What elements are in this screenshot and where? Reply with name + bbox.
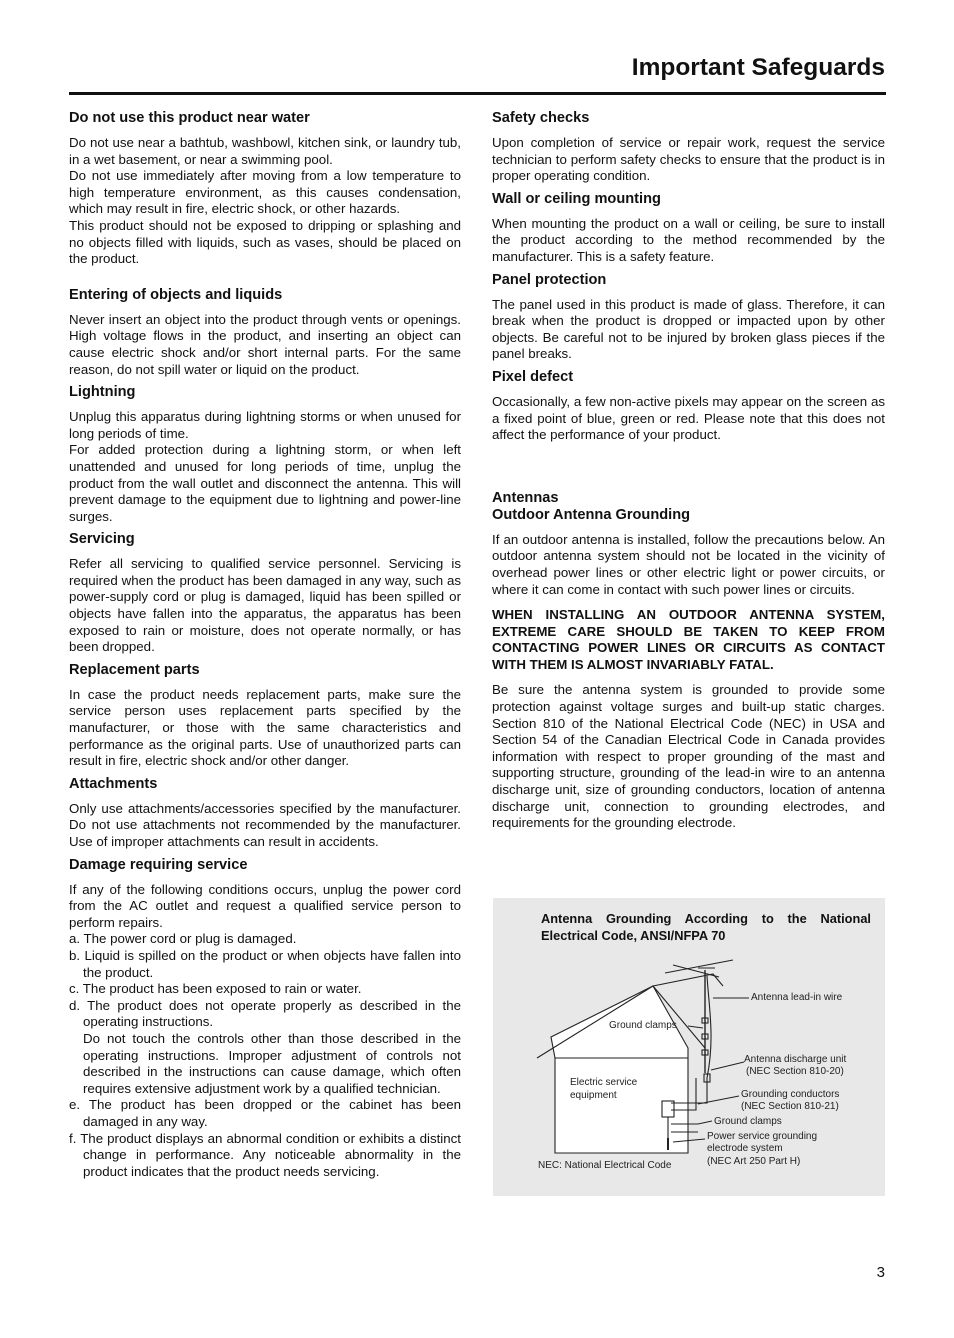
- list-item: [69, 998, 461, 1098]
- section-heading: Damage requiring service: [69, 856, 248, 873]
- paragraph: Do not use immediately after moving from a low temperature to high temperature environment, as this causes condensation, which may result in fire, electric shock, or other hazards.: [69, 168, 461, 217]
- label-ground-clamps-bottom: Ground clamps: [714, 1116, 782, 1127]
- list-item-text: b. Liquid is spilled on the product or when objects have fallen into the product.: [69, 947, 461, 980]
- section-heading: Entering of objects and liquids: [69, 286, 283, 303]
- paragraph: Refer all servicing to qualified service personnel. Servicing is required when the product has been damaged in any way, such as power-supply cord or plug is damaged, liquid has been spilled or objects have fallen into the apparatus, the apparatus has been exposed to rain or moisture, does not operate normally, or has been dropped.: [69, 556, 461, 655]
- section-safety: [492, 110, 885, 185]
- label-nec: NEC: National Electrical Code: [538, 1160, 672, 1171]
- section-heading: Antennas: [492, 489, 559, 506]
- section-heading: Wall or ceiling mounting: [492, 190, 661, 207]
- list-item-text: e. The product has been dropped or the cabinet has been damaged in any way.: [69, 1097, 461, 1129]
- list-item-note: Do not touch the controls other than those described in the operating instructions. Improper adjustment of controls not described in the instructions can cause damage, which often requires extensive adjustment work by a qualified technician.: [83, 1030, 461, 1096]
- paragraph: Be sure the antenna system is grounded to provide some protection against voltage surges and built-up static charges. Section 810 of the National Electrical Code (NEC) in USA and Section 54 of the Canadian Electrical Code in Canada provides information with respect to proper grounding of the mast and supporting structure, grounding of the lead-in wire to an antenna discharge unit, size of grounding conductors, location of antenna discharge unit, connection to grounding electrodes, and requirements for the grounding electrode.: [492, 682, 885, 831]
- paragraph: Never insert an object into the product through vents or openings. High voltage flows in the product, and inserting an object can cause electric shock and/or short internal parts. For the same reason, do not spill water or liquid on the product.: [69, 311, 461, 377]
- label-ground-clamps-top: Ground clamps: [609, 1020, 677, 1031]
- antenna-grounding-diagram: [493, 898, 885, 1196]
- section-heading: Lightning: [69, 384, 136, 401]
- label-electric-service-1: Electric service: [570, 1077, 638, 1088]
- label-power-2: electrode system: [707, 1143, 783, 1154]
- section-heading: Attachments: [69, 775, 158, 792]
- damage-list: [69, 931, 461, 1180]
- section-heading: Safety checks: [492, 110, 590, 126]
- figure-title: Antenna Grounding According to the National Electrical Code, ANSI/NFPA 70: [541, 911, 871, 943]
- list-item-text: a. The power cord or plug is damaged.: [69, 931, 297, 947]
- leader-line: [711, 1062, 744, 1070]
- section-lightning: [69, 384, 461, 525]
- section-pixel: [492, 369, 885, 444]
- page-title: Important Safeguards: [631, 54, 885, 81]
- label-electric-service-2: equipment: [570, 1090, 617, 1101]
- leader-line: [688, 1026, 703, 1028]
- list-item-text: d. The product does not operate properly as described in the operating instructions.: [69, 997, 461, 1030]
- section-attachments: [69, 776, 461, 851]
- list-item: [69, 931, 461, 948]
- section-heading: Replacement parts: [69, 661, 200, 678]
- label-discharge-2: (NEC Section 810-20): [746, 1066, 844, 1077]
- list-item: [69, 948, 461, 981]
- page-number: 3: [876, 1264, 885, 1281]
- paragraph: If an outdoor antenna is installed, follow the precautions below. An outdoor antenna system should not be located in the vicinity of overhead power lines or other electric light or power circuits, or where it can come in contact with such power lines or circuits.: [492, 531, 885, 597]
- section-wall: [492, 191, 885, 266]
- list-item-text: c. The product has been exposed to rain or water.: [69, 981, 362, 997]
- paragraph: If any of the following conditions occurs, unplug the power cord from the AC outlet and request a qualified service person to perform repairs.: [69, 881, 461, 930]
- paragraph: Do not use near a bathtub, washbowl, kitchen sink, or laundry tub, in a wet basement, or near a swimming pool.: [69, 135, 461, 167]
- left-column: [69, 110, 461, 1186]
- label-conductors-1: Grounding conductors: [741, 1089, 840, 1100]
- section-heading: Do not use this product near water: [69, 110, 310, 126]
- section-antennas: [492, 490, 885, 832]
- leader-line: [698, 1121, 712, 1124]
- label-lead-in: Antenna lead-in wire: [751, 992, 843, 1003]
- list-item: [69, 981, 461, 998]
- warning-text: WHEN INSTALLING AN OUTDOOR ANTENNA SYSTEM, EXTREME CARE SHOULD BE TAKEN TO KEEP FROM CONTACTING POWER LINES OR CIRCUITS AS CONTACT WITH THEM IS ALMOST INVARIABLY FATAL.: [492, 607, 885, 672]
- section-subheading: Outdoor Antenna Grounding: [492, 506, 691, 523]
- label-discharge-1: Antenna discharge unit: [744, 1054, 847, 1065]
- section-replacement: [69, 662, 461, 770]
- paragraph: In case the product needs replacement parts, make sure the service person uses replacement parts specified by the manufacturer, or those with the same characteristics and performance as the original parts. Use of unauthorized parts can result in fire, electric shock and/or other danger.: [69, 686, 461, 769]
- paragraph: Upon completion of service or repair work, request the service technician to perform safety checks to ensure that the product is in proper operating condition.: [492, 135, 885, 184]
- section-objects: [69, 287, 461, 378]
- section-heading: Pixel defect: [492, 368, 574, 385]
- label-conductors-2: (NEC Section 810-21): [741, 1101, 839, 1112]
- list-item: [69, 1097, 461, 1130]
- leader-line: [698, 1096, 739, 1104]
- title-rule: [69, 92, 886, 95]
- paragraph: When mounting the product on a wall or ceiling, be sure to install the product according to the method recommended by the manufacturer. This is a safety feature.: [492, 215, 885, 264]
- section-water: [69, 110, 461, 268]
- list-item-text: f. The product displays an abnormal condition or exhibits a distinct change in performance. Any noticeable abnormality in the product indicates that the product needs servicing.: [69, 1130, 461, 1179]
- paragraph: Only use attachments/accessories specified by the manufacturer. Do not use attachments not recommended by the manufacturer. Use of improper attachments can result in accidents.: [69, 800, 461, 849]
- paragraph: For added protection during a lightning storm, or when left unattended and unused for long periods of time, unplug the product from the wall outlet and disconnect the antenna. This will prevent damage to the equipment due to lightning and power-line surges.: [69, 442, 461, 524]
- paragraph: Occasionally, a few non-active pixels may appear on the screen as a fixed point of blue, green or red. Please note that this does not affect the performance of your product.: [492, 393, 885, 443]
- label-power-3: (NEC Art 250 Part H): [707, 1156, 801, 1167]
- antenna-element: [665, 960, 733, 973]
- antenna-grounding-figure: [493, 898, 885, 1196]
- paragraph: The panel used in this product is made of glass. Therefore, it can break when the product is dropped or impacted upon by other objects. Be careful not to be injured by broken glass pieces if the panel breaks.: [492, 296, 885, 362]
- section-damage: [69, 857, 461, 1181]
- list-item: [69, 1131, 461, 1181]
- right-column: [492, 110, 885, 832]
- paragraph: This product should not be exposed to dripping or splashing and no objects filled with liquids, such as vases, should be placed on the product.: [69, 217, 461, 267]
- paragraph: Unplug this apparatus during lightning storms or when unused for long periods of time.: [69, 409, 461, 441]
- section-servicing: [69, 531, 461, 656]
- section-panel: [492, 272, 885, 363]
- section-heading: Servicing: [69, 531, 135, 548]
- label-power-1: Power service grounding: [707, 1131, 818, 1142]
- section-heading: Panel protection: [492, 271, 607, 288]
